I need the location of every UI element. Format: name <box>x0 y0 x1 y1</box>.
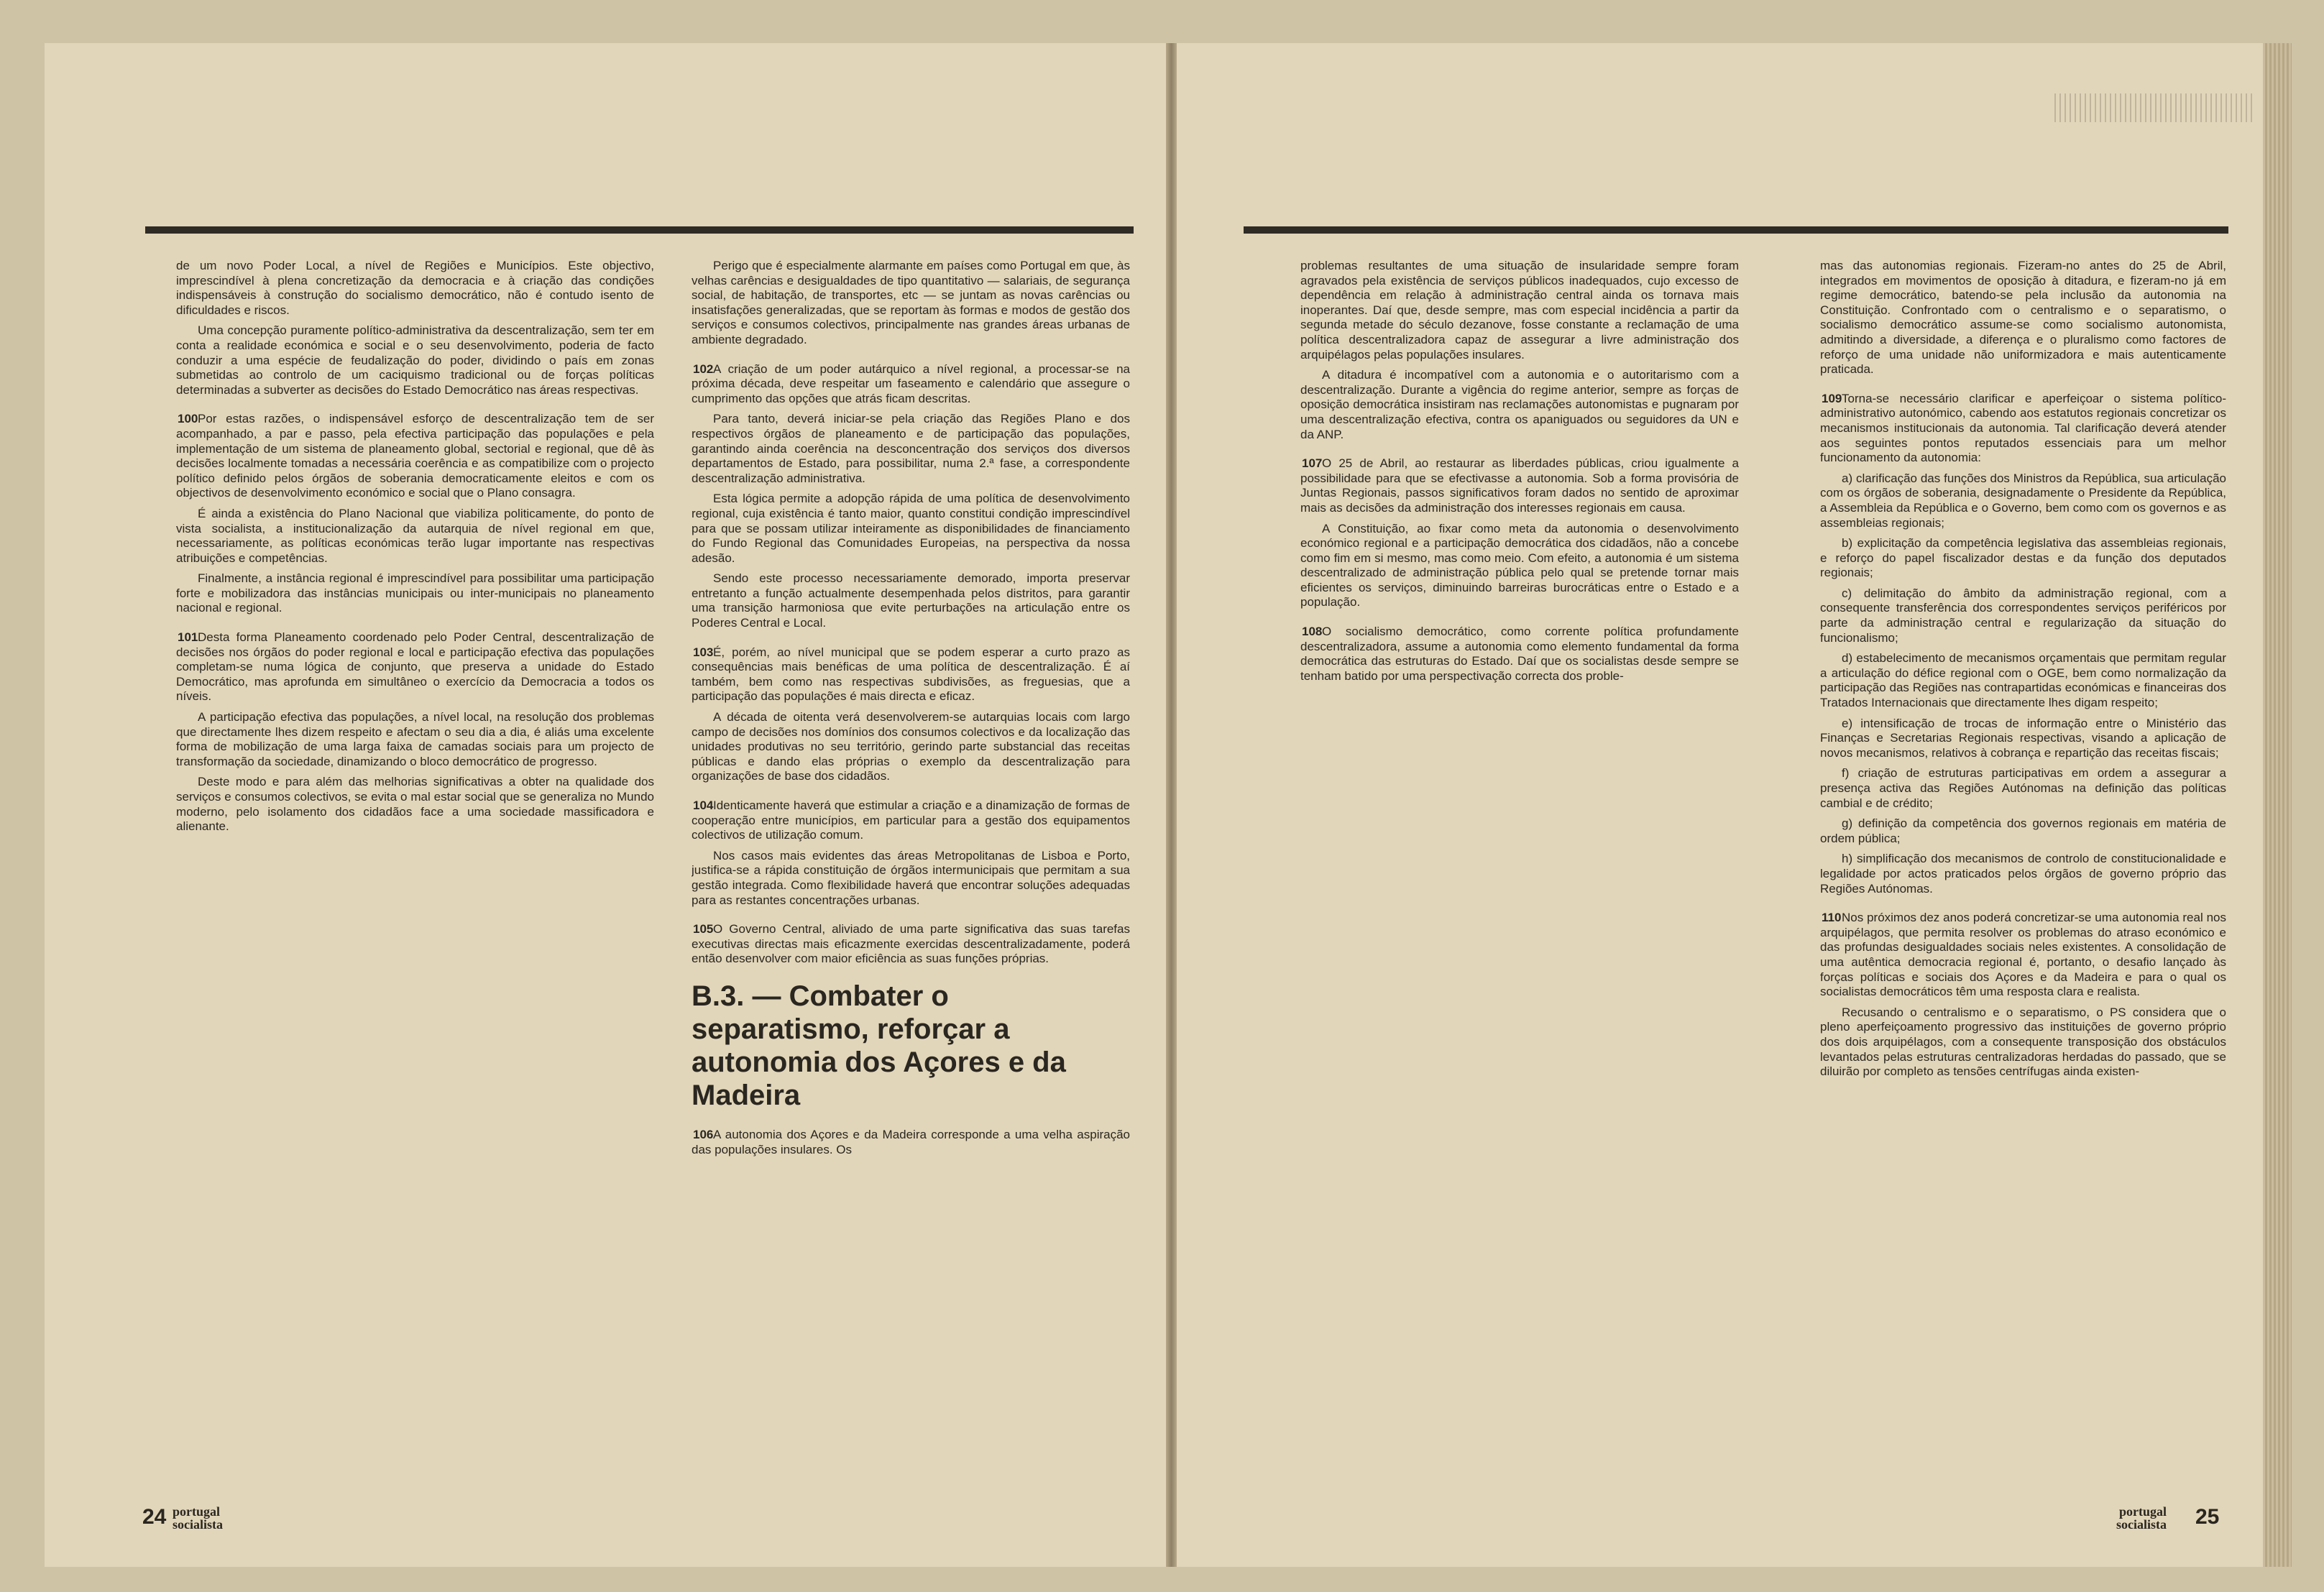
page-edge <box>2263 43 2292 1567</box>
logo-line: portugal <box>173 1504 221 1519</box>
paragraph-text: Uma concepção puramente político-administrativa da descentralização, sem ter em conta a realidade económica e social e o seu desenvolvimento, poderia de facto conduzir a uma espécie de feudalização do poder, dividindo o país em zonas submetidas ao controlo de um caciquismo tradicional ou de forças políticas determinadas a subverter as decisões do Estado Democrático nas áreas respectivas. <box>176 323 654 397</box>
paragraph <box>1820 852 2226 896</box>
right-column-2 <box>1820 259 2226 1502</box>
paragraph-text: problemas resultantes de uma situação de insularidade sempre foram agravados pela existência de serviços públicos inadequados, cujo excesso de dependência em relação à administração central ainda os tornava mais inoperantes. Daí que, desde sempre, mas com especial incidência a partir da segunda metade do século dezanove, fosse constante a reclamação de uma política descentralizadora capaz de assegurar a livre administração dos arquipélagos pelas populações insulares. <box>1300 259 1739 362</box>
logo-line: socialista <box>2116 1517 2167 1532</box>
paragraph-text: A criação de um poder autárquico a nível regional, a processar-se na próxima década, deve respeitar um faseamento e calendário que assegure o cumprimento das opções que atrás ficam descritas. <box>692 362 1130 405</box>
paragraph-text: Desta forma Planeamento coordenado pelo Poder Central, descentralização de decisões nos órgãos do poder regional e local e participação efectiva das populações completam-se numa lógica de conjunto, que preserva a unidade do Estado Democrático, mas aprofunda em simultâneo o exercício da Democracia a todos os níveis. <box>176 630 654 704</box>
numbered-paragraph <box>1300 456 1739 515</box>
top-rule <box>145 226 1134 234</box>
left-page <box>45 43 1166 1567</box>
paragraph <box>1820 259 2226 377</box>
paragraph-text: Deste modo e para além das melhorias significativas a obter na qualidade dos serviços e consumos colectivos, se evita o mal estar social que se generaliza no Mundo moderno, pelo isolamento dos cidadãos face a uma sociedade massificadora e alienante. <box>176 775 654 834</box>
paragraph <box>176 571 654 616</box>
right-page <box>1177 43 2292 1567</box>
paragraph <box>1820 536 2226 581</box>
magazine-spread <box>45 43 2292 1567</box>
paragraph <box>1820 717 2226 761</box>
paragraph <box>692 492 1130 566</box>
paragraph-text: Identicamente haverá que estimular a criação e a dinamização de formas de cooperação entre municípios, em particular para a gestão dos equipamentos colectivos de utilização comum. <box>692 799 1130 842</box>
portugal-socialista-logo <box>173 1505 223 1531</box>
paragraph-text: O Governo Central, aliviado de uma parte significativa das suas tarefas executivas directas mais eficazmente exercidas descentralizadamente, poderá então desenvolver com maior eficiência as suas funções próprias. <box>692 922 1130 966</box>
top-rule <box>1244 226 2228 234</box>
paragraph <box>176 507 654 566</box>
paragraph-number: 107 <box>1302 456 1323 471</box>
left-column-2 <box>692 259 1130 1502</box>
paragraph-text: Perigo que é especialmente alarmante em países como Portugal em que, às velhas carências e desigualdades de tipo quantitativo — salariais, de segurança social, de habitação, de transportes, etc — se juntam as novas carências ou insatisfações generalizadas, que se reportam às formas e modos de gestão dos serviços e consumos colectivos, principalmente nas grandes áreas urbanas de ambiente degradado. <box>692 259 1130 346</box>
paragraph <box>692 849 1130 908</box>
logo-line: portugal <box>2118 1504 2167 1519</box>
paragraph-text: f) criação de estruturas participativas em ordem a assegurar a presença activa das Regiões Autónomas na definição das políticas cambial e de crédito; <box>1820 766 2226 810</box>
numbered-paragraph <box>692 645 1130 704</box>
paragraph-number: 103 <box>693 645 714 659</box>
paragraph-number: 104 <box>693 799 714 812</box>
paragraph <box>1820 651 2226 710</box>
right-column-1 <box>1300 259 1739 1502</box>
numbered-paragraph <box>692 1128 1130 1157</box>
paragraph <box>1820 471 2226 530</box>
paragraph <box>1300 368 1739 442</box>
paragraph <box>1300 522 1739 611</box>
binding-gutter <box>1166 43 1177 1567</box>
paragraph <box>176 323 654 397</box>
paragraph-text: É, porém, ao nível municipal que se podem esperar a curto prazo as consequências mais benéficas de uma política de descentralização. É aí também, bem como nas respectivas subdivisões, as freguesias, que a participação das populações é mais directa e eficaz. <box>692 645 1130 704</box>
paragraph-number: 102 <box>693 362 714 376</box>
paragraph-text: c) delimitação do âmbito da administração regional, com a consequente transferência dos correspondentes serviços periféricos por parte da administração central e regularização da situação do funcionalismo; <box>1820 586 2226 645</box>
paragraph-text: a) clarificação das funções dos Ministros da República, sua articulação com os órgãos de soberania, designadamente o Presidente da República, a Assembleia da República e o Governo, bem como com os governos e as assembleias regionais; <box>1820 471 2226 530</box>
paragraph <box>176 775 654 834</box>
paragraph-text: mas das autonomias regionais. Fizeram-no antes do 25 de Abril, integrados em movimentos de oposição à ditadura, e fizeram-no já em regime democrático, batendo-se pela inclusão da autonomia na Constituição. Confrontado com o centralismo e o separatismo, o socialismo democrático assume-se como socialismo autonomista, admitindo a diversidade, a diferença e o pluralismo como factores de reforço de uma unidade não uniformizadora e mais autenticamente praticada. <box>1820 259 2226 377</box>
paragraph <box>1820 766 2226 811</box>
paragraph-text: A autonomia dos Açores e da Madeira corresponde a uma velha aspiração das populações insulares. Os <box>692 1127 1130 1156</box>
paragraph <box>1300 259 1739 362</box>
numbered-paragraph <box>176 412 654 501</box>
paragraph <box>692 710 1130 784</box>
paragraph <box>1820 1006 2226 1080</box>
paragraph-text: Esta lógica permite a adopção rápida de uma política de desenvolvimento regional, cuja existência é tanto maior, quanto constitui condição imprescindível para que se possam utilizar inteiramente as disponibilidades de financiamento do Fundo Regional das Comunidades Europeias, na perspectiva da nossa adesão. <box>692 492 1130 565</box>
paragraph <box>1820 586 2226 645</box>
paragraph-text: A década de oitenta verá desenvolverem-se autarquias locais com largo campo de decisões nos domínios dos consumos colectivos e da localização das unidades produtivas no seu território, gerindo parte substancial das receitas públicas e dando elas próprias o exemplo da descentralização para organizações de base dos cidadãos. <box>692 710 1130 783</box>
paragraph-number: 105 <box>693 922 714 937</box>
paragraph-text: Por estas razões, o indispensável esforço de descentralização tem de ser acompanhado, a par e passo, pela efectiva participação das populações e pela implementação de um sistema de planeamento global, sectorial e regional, que dê às decisões localmente tomadas a necessária coerência e as compatibilize com o projecto político definido pelos órgãos de soberania democraticamente eleitos e com os objectivos de desenvolvimento económico e social que o Plano consagra. <box>176 412 654 500</box>
paragraph-text: g) definição da competência dos governos regionais em matéria de ordem pública; <box>1820 816 2226 845</box>
paragraph-text: Recusando o centralismo e o separatismo, o PS considera que o pleno aperfeiçoamento progressivo das instituições de governo próprio dos dois arquipélagos, com a consequente transposição dos obstáculos levantados pelas estruturas centralizadoras herdadas do passado, que se diluirão por completo as tensões centrífugas ainda existen- <box>1820 1005 2226 1079</box>
paragraph-text: A ditadura é incompatível com a autonomia e o autoritarismo com a descentralização. Durante a vigência do regime anterior, sempre as forças de oposição democrática insistiram nas reclamações autonomistas e pugnaram por uma descentralização efectiva, contra os apaniguados ou seguidores da UN e da ANP. <box>1300 368 1739 441</box>
paragraph-text: É ainda a existência do Plano Nacional que viabiliza politicamente, do ponto de vista socialista, a institucionalização da autarquia de nível regional em que, necessariamente, as políticas económicas terão lugar importante nas respectivas atribuições e competências. <box>176 506 654 565</box>
portugal-socialista-logo <box>2116 1505 2167 1531</box>
paragraph <box>692 571 1130 630</box>
paragraph-number: 109 <box>1822 391 1842 405</box>
paragraph-text: Para tanto, deverá iniciar-se pela criação das Regiões Plano e dos respectivos órgãos de planeamento e de participação das populações, garantindo ainda coerência na desconcentração dos serviços dos diversos departamentos de Estado, para possibilitar, numa 2.ª fase, a correspondente descentralização administrativa. <box>692 412 1130 485</box>
paragraph-text: b) explicitação da competência legislativa das assembleias regionais, e reforço do papel fiscalizador destas e da função dos deputados regionais; <box>1820 536 2226 580</box>
page-number: 25 <box>2195 1505 2220 1529</box>
paragraph-text: e) intensificação de trocas de informação entre o Ministério das Finanças e Secretarias Regionais respectivas, visando a aplicação de novos mecanismos, relativos à cobrança e repartição das receitas fiscais; <box>1820 716 2226 760</box>
logo-line: socialista <box>173 1517 223 1532</box>
numbered-paragraph <box>692 922 1130 967</box>
page-number: 24 <box>142 1505 167 1529</box>
paragraph <box>692 412 1130 486</box>
paragraph-text: Nos casos mais evidentes das áreas Metropolitanas de Lisboa e Porto, justifica-se a rápida constituição de órgãos intermunicipais que permitam a sua gestão integrada. Como flexibilidade haverá que encontrar soluções adequadas para as restantes concentrações urbanas. <box>692 848 1130 907</box>
numbered-paragraph <box>176 630 654 704</box>
paragraph-text: Finalmente, a instância regional é imprescindível para possibilitar uma participação forte e mobilizadora das instâncias municipais ou inter-municipais no planeamento nacional e regional. <box>176 571 654 615</box>
section-heading: B.3. — Combater o separatismo, reforçar a autonomia dos Açores e da Madeira <box>692 980 1066 1111</box>
paragraph-text: O 25 de Abril, ao restaurar as liberdades públicas, criou igualmente a possibilidade para que se efectivasse a autonomia. Sob a forma provisória de Juntas Regionais, passos significativos foram dados no sentido de aproximar mais as decisões da administração dos interesses regionais em causa. <box>1300 456 1739 515</box>
paragraph-number: 100 <box>178 412 198 426</box>
paragraph-number: 108 <box>1302 625 1323 639</box>
numbered-paragraph <box>1300 625 1739 684</box>
numbered-paragraph <box>692 799 1130 843</box>
paragraph <box>692 259 1130 348</box>
paragraph-text: de um novo Poder Local, a nível de Regiões e Municípios. Este objectivo, imprescindível à plena concretização da democracia e à criação das condições indispensáveis à construção do socialismo democrático, não é contudo isento de dificuldades e riscos. <box>176 259 654 317</box>
numbered-paragraph <box>1820 911 2226 1000</box>
paragraph-text: A Constituição, ao fixar como meta da autonomia o desenvolvimento económico regional e a participação democrática dos cidadãos, não a concebe como fim em si mesmo, mas como meio. Com efeito, a autonomia é um sistema descentralizado de administração pública pelo qual se pretende tornar mais eficientes os serviços, diminuindo barreiras burocráticas entre o Estado e a população. <box>1300 521 1739 609</box>
paragraph <box>176 259 654 318</box>
paragraph <box>176 710 654 769</box>
paragraph-text: Torna-se necessário clarificar e aperfeiçoar o sistema político-administrativo autonómico, cabendo aos estatutos regionais concretizar os mecanismos institucionais da autonomia. Tal clarificação deverá atender aos seguintes pontos reputados essenciais para um melhor funcionamento da autonomia: <box>1820 391 2226 465</box>
paragraph-number: 106 <box>693 1127 714 1141</box>
left-column-1 <box>176 259 654 1502</box>
numbered-paragraph <box>692 362 1130 407</box>
paragraph-number: 110 <box>1822 911 1842 925</box>
paragraph-text: Sendo este processo necessariamente demorado, importa preservar entretanto a função actualmente desempenhada pelos distritos, para garantir uma transição harmoniosa que evite perturbações na articulação entre os Poderes Central e Local. <box>692 571 1130 630</box>
paper-stain <box>2054 93 2256 122</box>
numbered-paragraph <box>1820 392 2226 466</box>
paragraph-text: O socialismo democrático, como corrente política profundamente descentralizadora, assume a autonomia como elemento fundamental da forma democrática das estruturas do Estado. Daí que os socialistas desde sempre se tenham batido por uma perspectivação correcta dos proble- <box>1300 625 1739 683</box>
paragraph-text: A participação efectiva das populações, a nível local, na resolução dos problemas que directamente lhes dizem respeito e afectam o seu dia a dia, é aliás uma excelente forma de mobilização de uma larga faixa de camadas sociais para um projecto de transformação da sociedade, dinamizando o bloco democrático de progresso. <box>176 710 654 768</box>
paragraph-text: Nos próximos dez anos poderá concretizar-se uma autonomia real nos arquipélagos, que permita resolver os problemas do atraso económico e das profundas desigualdades sociais neles existentes. A consolidação de uma autêntica democracia regional é, portanto, o desafio lançado às forças políticas e sociais dos Açores e da Madeira e para o qual os socialistas democráticos têm uma resposta clara e realista. <box>1820 911 2226 999</box>
paragraph-text: d) estabelecimento de mecanismos orçamentais que permitam regular a articulação do défice regional com o OGE, bem como normalização da participação das Regiões nas contrapartidas económicas e financeiras dos Tratados Internacionais que directamente lhes digam respeito; <box>1820 651 2226 710</box>
paragraph <box>1820 816 2226 846</box>
paragraph-text: h) simplificação dos mecanismos de controlo de constitucionalidade e legalidade por actos praticados pelos órgãos de governo próprio das Regiões Autónomas. <box>1820 852 2226 896</box>
paragraph-number: 101 <box>178 630 198 645</box>
